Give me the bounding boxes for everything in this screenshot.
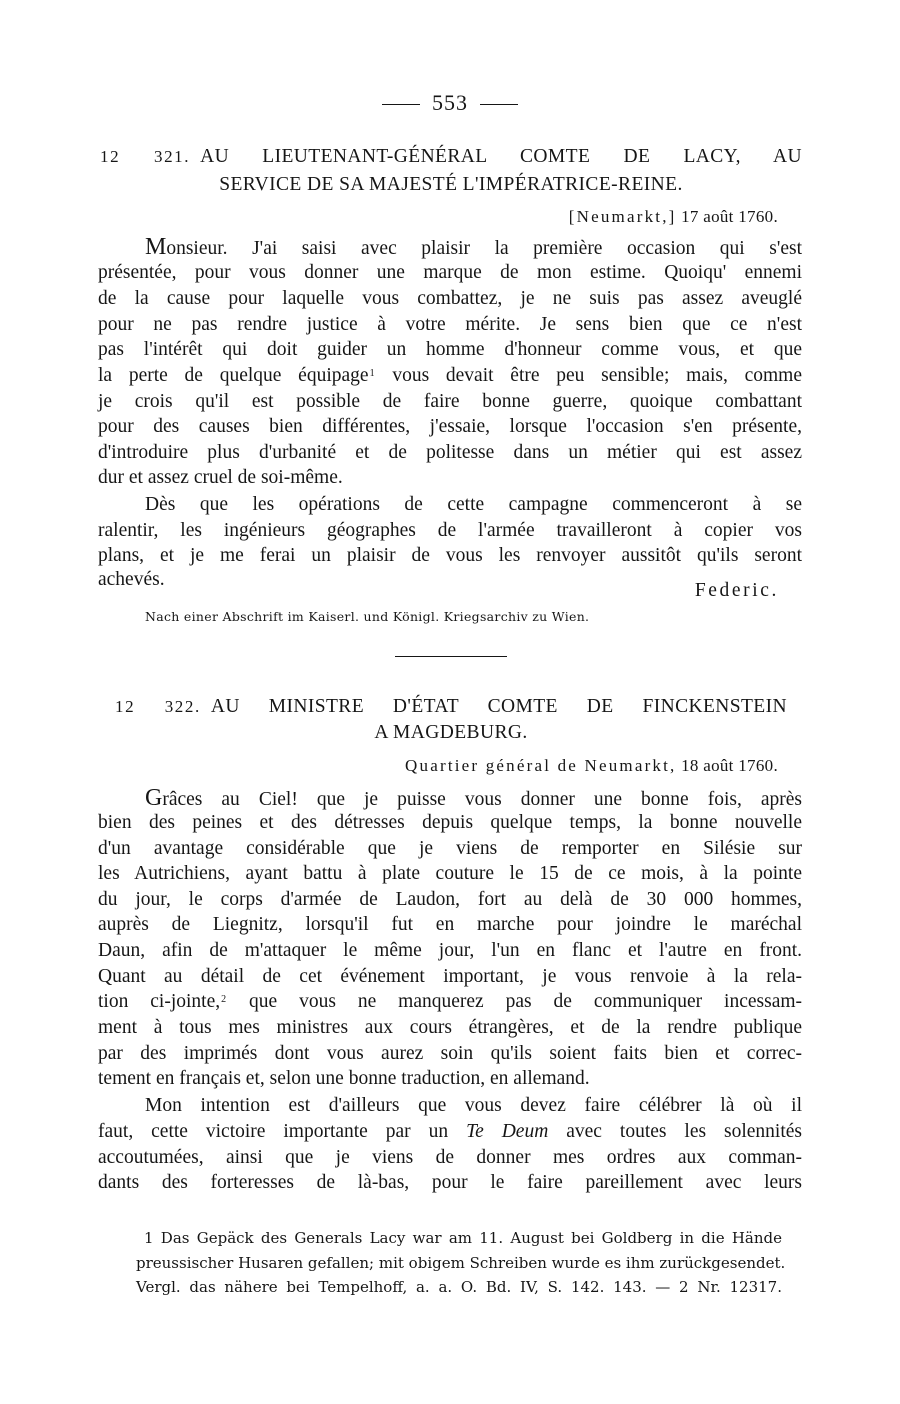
footnote-line2: preussischer Husaren gefallen; mit obigem Schreiben wurde es ihm zurückgesendet. — [136, 1254, 786, 1272]
page-number-text: 553 — [432, 90, 468, 115]
letter1-body-line8: pour des causes bien différentes, j'essaie, lorsque l'occasion s'en présente, — [98, 416, 802, 437]
letter1-body-line4: pour ne pas rendre justice à votre mérite. Je sens bien que ce n'est — [98, 314, 802, 335]
page-number-dash-left — [382, 104, 420, 105]
letter2-body-line10: ment à tous mes ministres aux cours étrangères, et de la rendre publique — [98, 1017, 802, 1038]
letter2-initial: G — [145, 785, 163, 811]
letter1-initial: M — [145, 234, 167, 260]
letter2-heading-line2: A MAGDEBURG. — [374, 722, 528, 743]
letter1-date: 17 août 1760. — [681, 207, 778, 226]
letter1-date-place: [Neumarkt,] — [568, 207, 677, 226]
letter2-dateline — [405, 756, 778, 776]
footnote-mark-1: 1 — [369, 368, 375, 379]
letter1-body-line12: ralentir, les ingénieurs géographes de l'armée travailleront à copier vos — [98, 520, 802, 541]
letter2-heading-line1 — [115, 693, 787, 720]
section-divider — [395, 656, 507, 657]
page-number — [0, 90, 900, 116]
letter2-body-line3: d'un avantage considérable que je viens de remporter en Silésie sur — [98, 838, 802, 859]
letter2-date-place: Quartier général de Neumarkt, — [405, 756, 677, 775]
letter1-number: 12 321. — [100, 147, 191, 166]
te-deum: Te Deum — [466, 1121, 549, 1142]
letter1-body-line3: de la cause pour laquelle vous combattez, je ne suis pas assez aveuglé — [98, 288, 802, 309]
letter2-body-line5: du jour, le corps d'armée de Laudon, fort au delà de 30 000 hommes, — [98, 889, 802, 910]
letter2-date: 18 août 1760. — [681, 756, 778, 775]
letter1-signature: Federic. — [694, 580, 779, 601]
letter2-line1-text: râces au Ciel! que je puisse vous donner une bonne fois, après — [162, 789, 802, 810]
letter1-dateline — [569, 207, 778, 227]
letter2-body-line4: les Autrichiens, ayant battu à plate couture le 15 de ce mois, à la pointe — [98, 863, 802, 884]
letter1-body-line10: dur et assez cruel de soi-même. — [98, 467, 343, 488]
letter2-body-line1 — [145, 785, 802, 812]
letter1-heading-text1: AU LIEUTENANT-GÉNÉRAL COMTE DE LACY, AU — [200, 146, 802, 167]
letter1-body-line6 — [98, 365, 802, 387]
footnote-line3: Vergl. das nähere bei Tempelhoff, a. a. O. Bd. IV, S. 142. 143. — 2 Nr. 12317. — [136, 1278, 782, 1296]
letter1-body-line13: plans, et je me ferai un plaisir de vous les renvoyer aussitôt qu'ils seront — [98, 545, 802, 566]
letter1-line6-rest: vous devait être peu sensible; mais, comme — [392, 365, 803, 386]
page-number-dash-right — [480, 104, 518, 105]
letter2-heading-text1: AU MINISTRE D'ÉTAT COMTE DE FINCKENSTEIN — [210, 696, 787, 717]
letter2-line14-rest: avec toutes les solennités — [566, 1121, 803, 1142]
letter2-body-line11: par des imprimés dont vous aurez soin qu'ils soient faits bien et correc- — [98, 1043, 802, 1064]
letter2-body-line14 — [98, 1121, 802, 1143]
footnote-line1: 1 Das Gepäck des Generals Lacy war am 11. August bei Goldberg in die Hände — [144, 1229, 782, 1247]
letter2-body-line2: bien des peines et des détresses depuis quelque temps, la bonne nouvelle — [98, 812, 802, 833]
letter1-body-line9: d'introduire plus d'urbanité et de politesse dans un métier qui est assez — [98, 442, 802, 463]
letter2-body-line9 — [98, 991, 802, 1013]
letter2-line14-lead: faut, cette victoire importante par un — [98, 1121, 449, 1142]
letter1-body-line14: achevés. — [98, 569, 165, 590]
letter1-body-line2: présentée, pour vous donner une marque de mon estime. Quoiqu' ennemi — [98, 262, 802, 283]
letter2-body-line16: dants des forteresses de là-bas, pour le faire pareillement avec leurs — [98, 1172, 802, 1193]
letter1-line6-lead: la perte de quelque équipage — [98, 365, 369, 386]
letter2-line9-rest: que vous ne manquerez pas de communiquer incessam- — [249, 991, 803, 1012]
letter2-body-line15: accoutumées, ainsi que je viens de donner mes ordres aux comman- — [98, 1147, 802, 1168]
letter1-source-note: Nach einer Abschrift im Kaiserl. und Königl. Kriegsarchiv zu Wien. — [145, 609, 590, 624]
letter1-body-line7: je crois qu'il est possible de faire bonne guerre, quoique combattant — [98, 391, 802, 412]
letter1-heading-line1 — [100, 143, 802, 170]
letter2-line9-lead: tion ci-jointe, — [98, 991, 221, 1012]
letter2-body-line7: Daun, afin de m'attaquer le même jour, l'un en flanc et l'autre en front. — [98, 940, 802, 961]
letter1-body-line5: pas l'intérêt qui doit guider un homme d'honneur comme vous, et que — [98, 339, 802, 360]
letter2-number: 12 322. — [115, 697, 201, 716]
letter2-body-line13: Mon intention est d'ailleurs que vous devez faire célébrer là où il — [145, 1095, 802, 1116]
letter1-body-line1 — [145, 234, 802, 261]
letter2-body-line8: Quant au détail de cet événement important, je vous renvoie à la rela- — [98, 966, 802, 987]
footnote-mark-2: 2 — [221, 994, 227, 1005]
letter1-heading-line2: SERVICE DE SA MAJESTÉ L'IMPÉRATRICE-REINE. — [219, 174, 683, 195]
letter2-body-line6: auprès de Liegnitz, lorsqu'il fut en marche pour joindre le maréchal — [98, 914, 802, 935]
letter1-line1-text: onsieur. J'ai saisi avec plaisir la première occasion qui s'est — [166, 238, 802, 259]
letter1-body-line11: Dès que les opérations de cette campagne commenceront à se — [145, 494, 802, 515]
letter2-body-line12: tement en français et, selon une bonne traduction, en allemand. — [98, 1068, 590, 1089]
